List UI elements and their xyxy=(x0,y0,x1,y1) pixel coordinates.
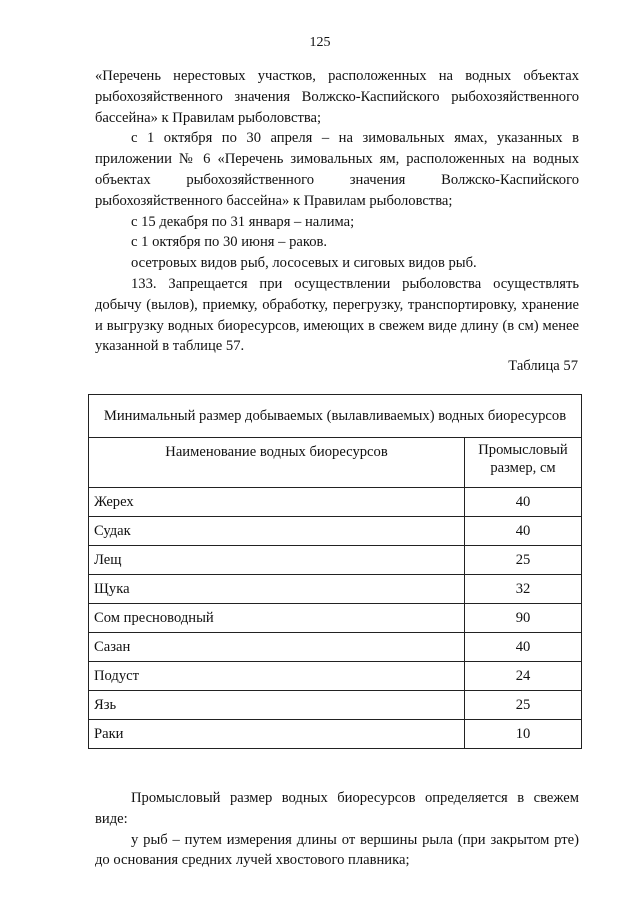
paragraph: у рыб – путем измерения длины от вершины рыла (при закрытом рте) до основания средних лучей хвостового плавника; xyxy=(95,831,579,869)
species-size: 32 xyxy=(465,575,582,604)
table-row xyxy=(89,488,582,517)
body-text xyxy=(95,66,579,357)
paragraph: 133. Запрещается при осуществлении рыболовства осуществлять добычу (вылов), приемку, обработку, перегрузку, транспортировку, хранение и выгрузку водных биоресурсов, имеющих в свежем виде длину (в см) менее указанной в таблице 57. xyxy=(95,275,579,355)
paragraph: с 1 октября по 30 июня – раков. xyxy=(131,234,328,251)
species-size: 40 xyxy=(465,517,582,546)
column-header-name: Наименование водных биоресурсов xyxy=(89,438,465,488)
paragraph: «Перечень нерестовых участков, расположенных на водных объектах рыбохозяйственного значения Волжско-Каспийского рыбохозяйственного бассейна» к Правилам рыболовства; xyxy=(95,68,579,126)
table-row xyxy=(89,604,582,633)
paragraph: Промысловый размер водных биоресурсов определяется в свежем виде: xyxy=(95,790,579,827)
species-size: 40 xyxy=(465,633,582,662)
species-name: Лещ xyxy=(89,546,465,575)
species-name: Язь xyxy=(89,691,465,720)
species-size: 40 xyxy=(465,488,582,517)
species-name: Судак xyxy=(89,517,465,546)
species-size: 24 xyxy=(465,662,582,691)
table-row xyxy=(89,633,582,662)
table-row xyxy=(89,546,582,575)
species-size: 10 xyxy=(465,720,582,749)
species-name: Щука xyxy=(89,575,465,604)
species-name: Жерех xyxy=(89,488,465,517)
table-row xyxy=(89,662,582,691)
species-size: 25 xyxy=(465,546,582,575)
species-name: Сазан xyxy=(89,633,465,662)
table-row xyxy=(89,517,582,546)
species-name: Подуст xyxy=(89,662,465,691)
species-name: Сом пресноводный xyxy=(89,604,465,633)
table-row xyxy=(89,720,582,749)
paragraph: осетровых видов рыб, лососевых и сиговых видов рыб. xyxy=(131,255,477,272)
column-header-size: Промысловый размер, см xyxy=(465,438,582,488)
size-table xyxy=(88,394,582,749)
species-size: 90 xyxy=(465,604,582,633)
table-row xyxy=(89,575,582,604)
paragraph: с 15 декабря по 31 января – налима; xyxy=(131,213,355,230)
species-size: 25 xyxy=(465,691,582,720)
paragraph: с 1 октября по 30 апреля – на зимовальных ямах, указанных в приложении № 6 «Перечень зимовальных ям, расположенных на водных объектах рыбохозяйственного значения Волжско-Каспийского рыбохозяйственного бассейна» к Правилам рыболовства; xyxy=(95,130,579,209)
species-name: Раки xyxy=(89,720,465,749)
page-number: 125 xyxy=(309,35,331,50)
table-row xyxy=(89,691,582,720)
table-caption: Таблица 57 xyxy=(508,358,578,374)
footer-text xyxy=(95,788,579,871)
table-title: Минимальный размер добываемых (вылавливаемых) водных биоресурсов xyxy=(89,395,582,438)
